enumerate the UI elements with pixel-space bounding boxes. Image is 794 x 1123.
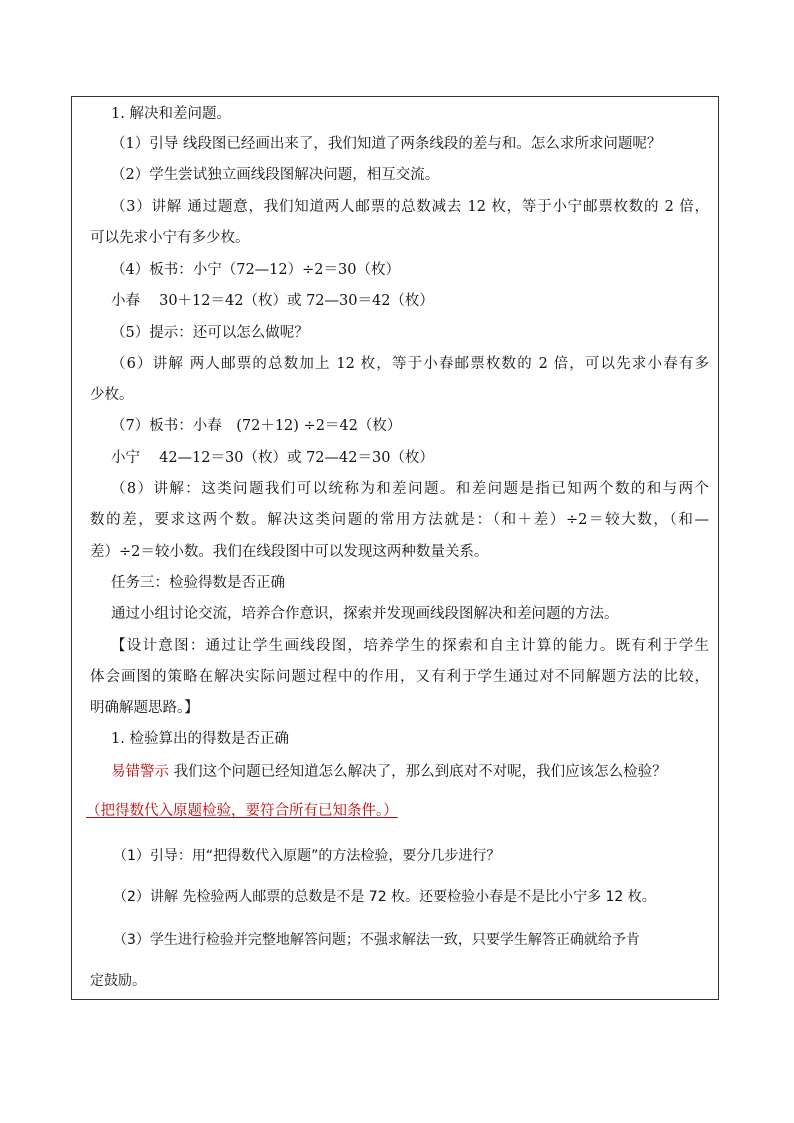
step-explain-1: （3）讲解 通过题意，我们知道两人邮票的总数减去 12 枚，等于小宁邮票枚数的 2 倍，: [111, 199, 709, 215]
design-intent: 【设计意图：通过让学生画线段图，培养学生的探索和自主计算的能力。既有利于学生: [111, 638, 709, 654]
board-writing-1-line2: 小春 30＋12＝42（枚）或 72—30＝42（枚）: [111, 293, 434, 309]
board-writing-1: （4）板书：小宁（72—12）÷2＝30（枚）: [111, 262, 400, 278]
task-three-goal: 通过小组讨论交流，培养合作意识，探索并发现画线段图解决和差问题的方法。: [111, 606, 619, 622]
heading-check-answer: 1. 检验算出的得数是否正确: [111, 731, 289, 747]
step-explain-3-cont2: 差）÷2＝较小数。我们在线段图中可以发现这两种数量关系。: [90, 544, 489, 560]
design-intent-cont1: 体会画图的策略在解决实际问题过程中的作用，又有利于学生通过对不同解题方法的比较，: [90, 669, 709, 685]
design-intent-cont2: 明确解题思路。】: [90, 700, 199, 716]
check-step-student-cont: 定鼓励。: [90, 973, 146, 989]
step-explain-3: （8）讲解：这类问题我们可以统称为和差问题。和差问题是指已知两个数的和与两个: [111, 481, 709, 497]
step-explain-2-cont: 少枚。: [90, 387, 134, 403]
board-writing-2: （7）板书：小春 (72＋12) ÷2＝42（枚）: [111, 418, 402, 434]
check-step-explain: （2）讲解 先检验两人邮票的总数是不是 72 枚。还要检验小春是不是比小宁多 12 枚。: [113, 889, 656, 905]
check-step-student: （3）学生进行检验并完整地解答问题；不强求解法一致，只要学生解答正确就给予肯: [113, 932, 640, 948]
check-step-guide: （1）引导：用“把得数代入原题”的方法检验，要分几步进行？: [113, 848, 501, 864]
step-guide: （1）引导 线段图已经画出来了，我们知道了两条线段的差与和。怎么求所求问题呢？: [111, 136, 662, 152]
board-writing-2-line2: 小宁 42—12＝30（枚）或 72—42＝30（枚）: [111, 450, 434, 466]
heading-solve-sum-difference: 1. 解决和差问题。: [111, 106, 231, 122]
step-hint: （5）提示：还可以怎么做呢？: [111, 325, 309, 341]
step-explain-2: （6）讲解 两人邮票的总数加上 12 枚，等于小春邮票枚数的 2 倍，可以先求小春有多: [111, 356, 709, 372]
error-warning-text: 我们这个问题已经知道怎么解决了，那么到底对不对呢，我们应该怎么检验？: [169, 764, 667, 780]
task-three-title: 任务三：检验得数是否正确: [111, 575, 285, 591]
check-method-note: （把得数代入原题检验，要符合所有已知条件。）: [86, 803, 398, 819]
step-student-try: （2）学生尝试独立画线段图解决问题，相互交流。: [111, 167, 440, 183]
error-warning-line: [111, 762, 667, 782]
error-warning-label: 易错警示: [111, 764, 169, 780]
step-explain-1-cont: 可以先求小宁有多少枚。: [90, 230, 250, 246]
step-explain-3-cont1: 数的差，要求这两个数。解决这类问题的常用方法就是：（和＋差）÷2＝较大数，（和—: [90, 512, 709, 528]
